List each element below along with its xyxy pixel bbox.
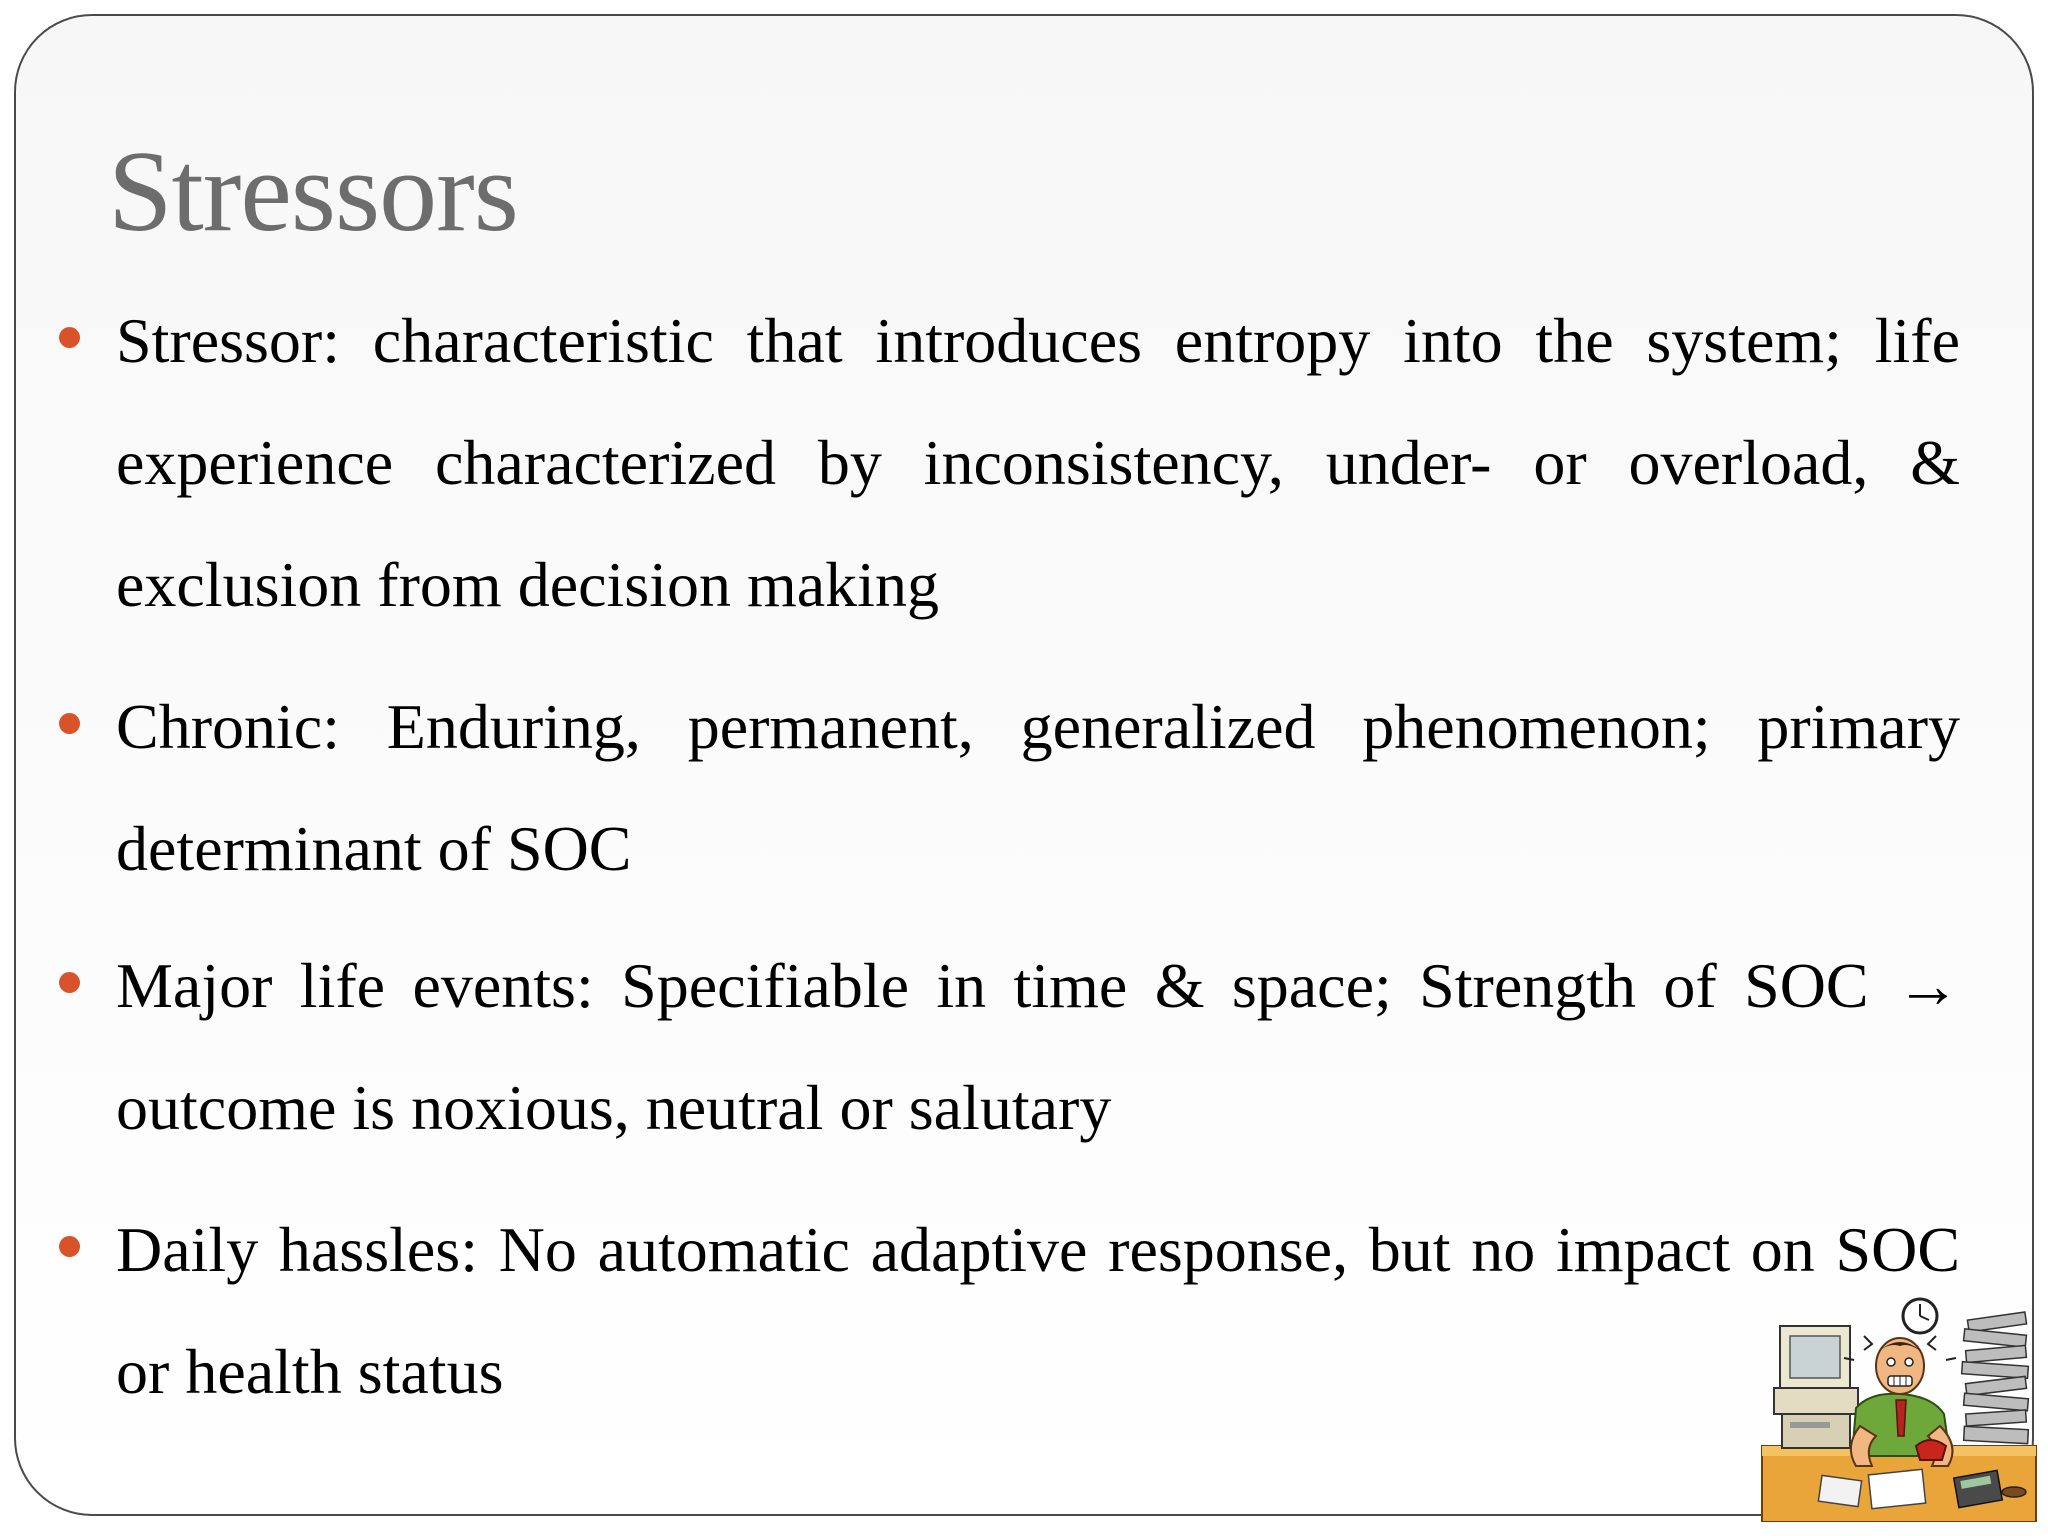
bullet-dot-icon: [59, 972, 80, 993]
bullet-dot-icon: [59, 1236, 80, 1257]
stressed-worker-clipart-icon: [1760, 1296, 2038, 1522]
slide-title: Stressors: [108, 128, 518, 256]
bullet-text: Major life events: Specifiable in time & space; Strength of SOC → outcome is noxious, neutral or salutary: [116, 950, 1960, 1143]
bullet-text: Chronic: Enduring, permanent, generalized phenomenon; primary determinant of SOC: [116, 691, 1960, 884]
bullet-text: Daily hassles: No automatic adaptive response, but no impact on SOC or health status: [116, 1214, 1960, 1407]
bullet-text: Stressor: characteristic that introduces entropy into the system; life experience characterized by inconsistency, under- or overload, & exclusion from decision making: [116, 305, 1960, 620]
bullet-dot-icon: [59, 713, 80, 734]
bullet-dot-icon: [59, 327, 80, 348]
